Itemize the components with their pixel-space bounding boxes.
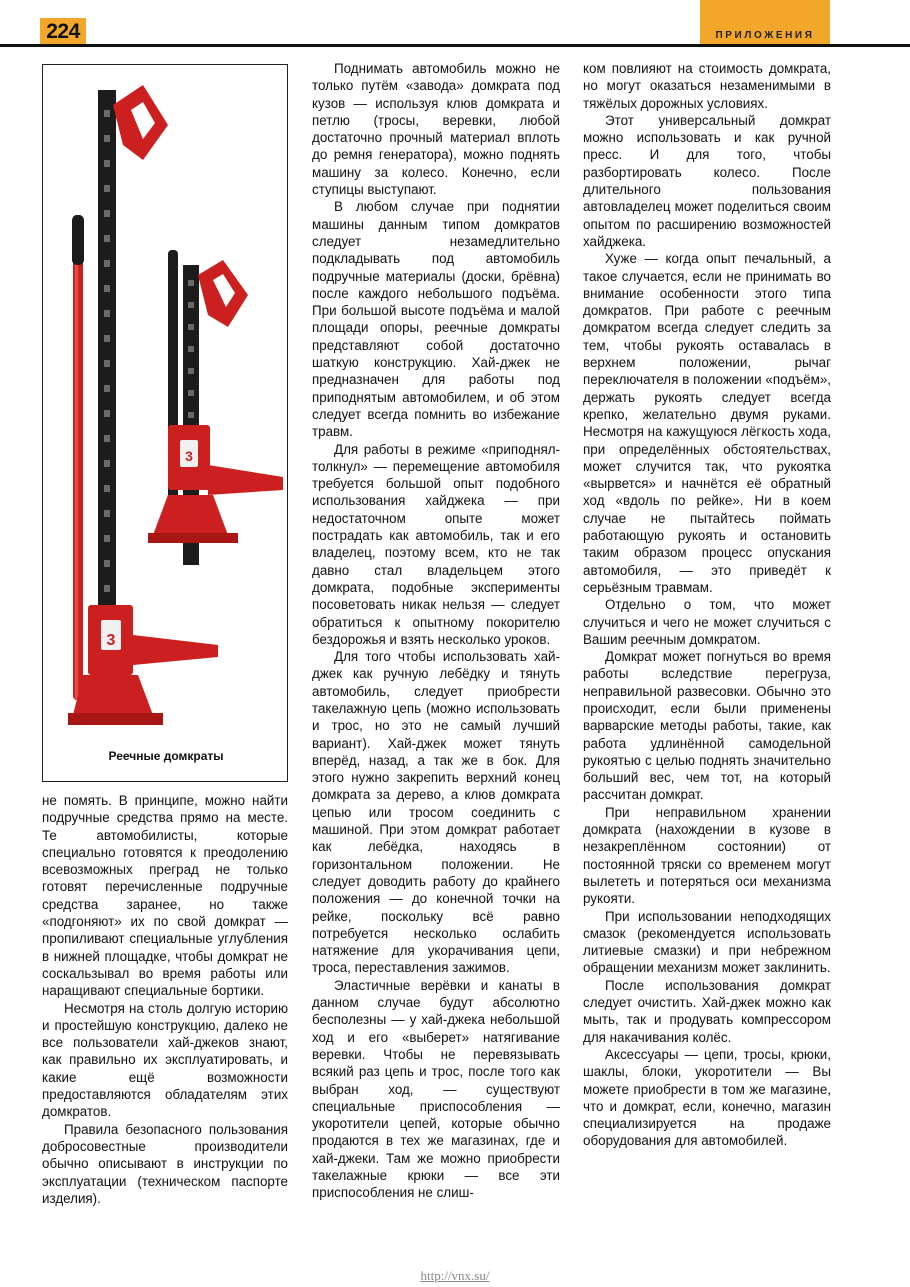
paragraph: Домкрат может погнуться во время работы вследствие перегруза, неправильной развесовки. Обычно это происходит, если были применены варварские методы работы, такие, как работа удлинённой самодельной рукоятью с целью поднять значительно больший вес, чем тот, на который рассчитан домкрат. [583,649,831,803]
page-number: 224 [40,18,86,44]
paragraph: ком повлияют на стоимость домкрата, но могут оказаться незаменимыми в тяжёлых дорожных условиях. [583,61,831,111]
paragraph: При использовании неподходящих смазок (рекомендуется использовать литиевые смазки) и при небрежном обращении механизм может заклинить. [583,908,831,976]
big-jack-handle-highlight [75,215,78,700]
paragraph: Правила безопасного пользования добросовестные производители обычно описывают в инструкции по эксплуатации (техническом паспорте изделия). [42,1121,288,1206]
paragraph: Эластичные верёвки и канаты в данном случае будут абсолютно бесполезны — у хай-джека небольшой ход и его «выберет» натягивание веревки. Чтобы не перевязывать всякий раз цепь и трос, после того как выбран ход, — существуют специальные приспособления — укоротители цепей, которые обычно продаются в тех же магазинах, где и хай-джеки. Там же можно приобрести такелажные крюки — все эти приспособления не слиш- [312,977,560,1201]
small-jack-badge-number: 3 [185,448,193,464]
text-column-2 [312,60,560,1202]
section-title: ПРИЛОЖЕНИЯ [715,30,815,41]
paragraph: Аксессуары — цепи, тросы, крюки, шаклы, блоки, укоротители — Вы можете приобрести в том же магазине, что и домкрат, если, конечно, магазин специализируется на продаже оборудования для автомобилей. [583,1046,831,1149]
paragraph: При неправильном хранении домкрата (нахождении в кузове в незакреплённом состоянии) от постоянной тряски со временем могут вылететь и потеряться оси механизма рукояти. [583,804,831,907]
text-column-1 [42,792,288,1207]
footer-url-link[interactable]: http://vnx.su/ [420,1268,490,1283]
paragraph: Для того чтобы использовать хай-джек как ручную лебёдку и тянуть автомобиль, следует приобрести такелажную цепь (можно использовать и трос, но это не самый лучший вариант). Хай-джек может тянуть вперёд, назад, а так же в бок. Для этого нужно закрепить верхний конец домкрата за дерево, а клюв домкрата цепью или тросом соединить с машиной. При этом домкрат работает как лебёдка, находясь в горизонтальном положении. Не следует доводить работу до крайнего положения — до конечной точки на рейке, поскольку всё равно потребуется несколько ослабить натяжение для укорачивания цепи, троса, переставления зажимов. [312,649,560,976]
big-jack-base-plate [68,713,163,725]
paragraph: Отдельно о том, что может случиться и чего не может случиться с Вашим реечным домкратом. [583,597,831,647]
jacks-illustration [43,65,287,781]
figure-jacks [42,64,288,782]
paragraph: Хуже — когда опыт печальный, а такое случается, если не принимать во внимание особенности этого типа домкратов. При работе с реечным домкратом всегда следует следить за тем, чтобы рукоять оставалась в верхнем положении, рычаг переключателя в положении «подъём», держать рукоять следует всегда крепко, желательно двумя руками. Несмотря на кажущуюся лёгкость хода, при определённых обстоятельствах, может случится так, что рукоятка «вырвется» и начнётся её обратный ход «вдоль по рейке». Ни в коем случае не пытайтесь поймать работающую рукоять и остановить таким образом процесс опускания автомобиля, — это приведёт к серьёзным травмам. [583,251,831,595]
figure-caption: Реечные домкраты [108,749,224,763]
paragraph: Для работы в режиме «приподнял-толкнул» — перемещение автомобиля требуется большой опыт подобного использования хайджека — при недостаточном опыте может пострадать как автомобиль, так и его владелец, поэтому всем, кто не так давно стал владельцем этого домкрата, подобные эксперименты посоветовать никак нельзя — следует обратиться к опытному покорителю бездорожья и взять несколько уроков. [312,441,560,647]
small-jack [148,250,283,565]
small-jack-base [153,495,228,535]
big-jack-badge-number: 3 [106,632,116,649]
small-jack-base-plate [148,533,238,543]
paragraph: В любом случае при поднятии машины данным типом домкратов следует незамедлительно подкладывать под автомобиль подручные материалы (доски, брёвна) после каждого небольшого подъёма. При большой высоте подъёма и малой площади опоры, реечные домкраты представляют собой достаточно шаткую конструкцию. Хай-джек не предназначен для работы под приподнятым автомобилем, и об этом следует всегда помнить во избежание травм. [312,199,560,440]
big-jack-base [73,675,153,715]
header-rule [0,44,910,47]
paragraph: После использования домкрат следует очистить. Хай-джек можно как мыть, так и продувать компрессором для накачивания колёс. [583,977,831,1045]
big-jack-grip [72,215,84,265]
paragraph: Поднимать автомобиль можно не только путём «завода» домкрата под кузов — используя клюв домкрата и петлю (тросы, веревки, любой достаточно прочный материал вплоть до ремня генератора), можно поднять машину за колесо. Конечно, если ступицы выступают. [312,61,560,198]
text-column-3 [583,60,831,1150]
big-jack-foot [133,635,218,665]
paragraph: Этот универсальный домкрат можно использовать и как ручной пресс. И для того, чтобы разбортировать колесо. После длительного пользования автовладелец может поделиться своим опытом по расширению возможностей хайджека. [583,112,831,249]
paragraph: не помять. В принципе, можно найти подручные средства прямо на месте. Те автомобилисты, которые специально готовятся к преодолению всевозможных преград не только готовят перечисленные подручные средства заранее, но также «подгоняют» их по свой домкрат — пропиливают специальные углубления в нижней площадке, чтобы домкрат не соскальзывал во время работы или наращивают специальные бортики. [42,793,288,999]
paragraph: Несмотря на столь долгую историю и простейшую конструкцию, далеко не все пользователи хай-джеков знают, как правильно их эксплуатировать, и какие ещё возможности предоставляются обладателям этих домкратов. [42,1000,288,1120]
small-jack-foot [208,465,283,495]
